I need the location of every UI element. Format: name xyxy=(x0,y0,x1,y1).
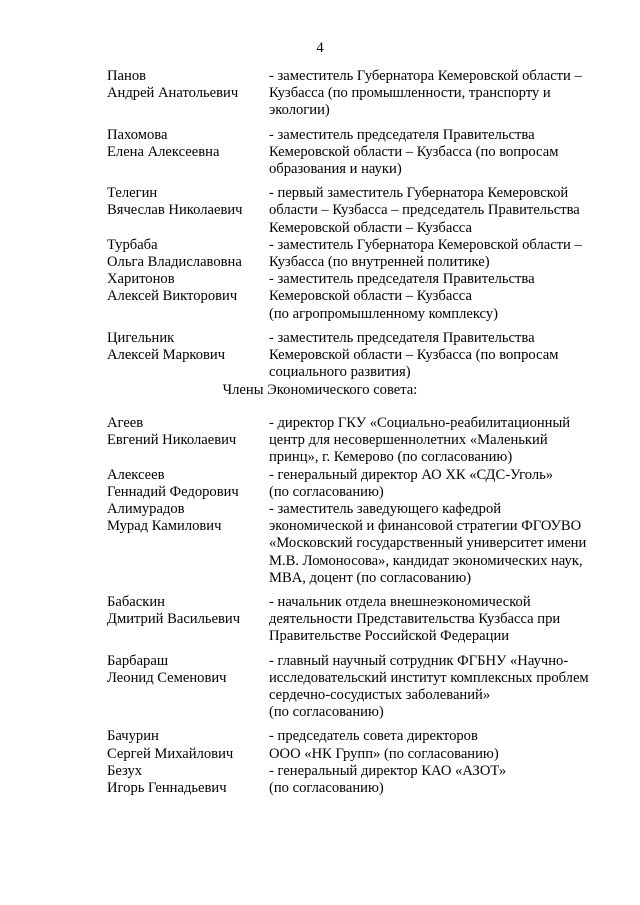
person-name-line: Харитонов xyxy=(107,271,175,288)
person-name-line: Дмитрий Васильевич xyxy=(107,611,241,628)
person-role-line: социального развития) xyxy=(269,364,411,381)
person-role-line: - заместитель заведующего кафедрой xyxy=(269,501,502,518)
person-name-line: Алимурадов xyxy=(107,501,185,518)
person-name-line: Геннадий Федорович xyxy=(107,483,239,500)
person-name-line: Вячеслав Николаевич xyxy=(107,202,243,219)
person-entry xyxy=(0,415,640,467)
members-list xyxy=(0,415,640,797)
person-entry xyxy=(0,185,640,237)
page-number: 4 xyxy=(316,40,324,56)
person-role-line: - председатель совета директоров xyxy=(269,728,478,745)
person-role-line: М.В. Ломоносова», кандидат экономических наук, xyxy=(269,552,583,569)
person-role xyxy=(269,467,619,501)
person-role-line: - заместитель председателя Правительства xyxy=(269,271,535,288)
person-entry xyxy=(0,127,640,179)
person-role-line: - заместитель председателя Правительства xyxy=(269,329,535,346)
person-role-line: - заместитель Губернатора Кемеровской области – xyxy=(269,68,582,84)
person-name-line: Андрей Анатольевич xyxy=(107,85,239,102)
person-role-line: образования и науки) xyxy=(269,161,402,178)
person-role xyxy=(269,127,619,179)
person-role xyxy=(269,594,619,646)
person-role-line: экономической и финансовой стратегии ФГОУВО xyxy=(269,518,582,535)
person-name-line: Бачурин xyxy=(107,728,159,745)
person-role xyxy=(269,763,619,797)
person-role-line: - заместитель Губернатора Кемеровской области – xyxy=(269,236,582,253)
person-role-line: области – Кузбасса – председатель Правительства xyxy=(269,202,580,219)
person-entry xyxy=(0,237,640,271)
person-name-line: Цигельник xyxy=(107,329,175,346)
person-role-line: - директор ГКУ «Социально-реабилитационный xyxy=(269,415,571,431)
person-role-line: ООО «НК Групп» (по согласованию) xyxy=(269,745,499,762)
person-name-line: Агеев xyxy=(107,415,144,431)
person-role-line: (по согласованию) xyxy=(269,780,384,797)
person-role xyxy=(269,653,619,722)
person-role xyxy=(269,330,619,382)
person-role-line: MBA, доцент (по согласованию) xyxy=(269,569,472,586)
person-name-line: Мурад Камилович xyxy=(107,518,222,535)
person-name xyxy=(107,594,269,646)
person-name-line: Елена Алексеевна xyxy=(107,143,220,160)
person-name xyxy=(107,763,269,797)
person-name-line: Безух xyxy=(107,762,143,779)
person-entry xyxy=(0,330,640,382)
person-role-line: Правительстве Российской Федерации xyxy=(269,628,510,645)
person-name-line: Алексей Маркович xyxy=(107,347,226,364)
person-role-line: исследовательский институт комплексных проблем xyxy=(269,669,589,686)
person-role-line: (по согласованию) xyxy=(269,483,384,500)
person-role-line: - начальник отдела внешнеэкономической xyxy=(269,594,531,611)
person-entry xyxy=(0,501,640,587)
leadership-list xyxy=(0,68,640,381)
person-entry xyxy=(0,68,640,120)
person-name-line: Игорь Геннадьевич xyxy=(107,780,227,797)
person-role xyxy=(269,271,619,323)
person-name xyxy=(107,237,269,271)
section-heading: Члены Экономического совета: xyxy=(222,382,418,398)
person-role-line: - генеральный директор КАО «АЗОТ» xyxy=(269,762,507,779)
person-entry xyxy=(0,594,640,646)
person-name xyxy=(107,330,269,382)
person-name xyxy=(107,728,269,762)
person-name xyxy=(107,127,269,179)
person-role-line: «Московский государственный университет имени xyxy=(269,535,587,552)
person-entry xyxy=(0,763,640,797)
person-name xyxy=(107,467,269,501)
person-role-line: принц», г. Кемерово (по согласованию) xyxy=(269,449,513,466)
person-role xyxy=(269,237,619,271)
person-role xyxy=(269,68,619,120)
person-role xyxy=(269,185,619,237)
person-role-line: экологии) xyxy=(269,102,330,119)
person-name-line: Евгений Николаевич xyxy=(107,432,237,449)
person-entry xyxy=(0,271,640,323)
person-role-line: - генеральный директор АО ХК «СДС-Уголь» xyxy=(269,466,554,483)
person-name-line: Телегин xyxy=(107,185,158,202)
person-role xyxy=(269,501,619,587)
person-name-line: Сергей Михайлович xyxy=(107,745,234,762)
person-name-line: Леонид Семенович xyxy=(107,669,227,686)
person-name xyxy=(107,185,269,237)
person-name xyxy=(107,415,269,467)
person-entry xyxy=(0,728,640,762)
person-role-line: Кузбасса (по внутренней политике) xyxy=(269,254,490,271)
person-name-line: Барбараш xyxy=(107,652,169,669)
person-role-line: - первый заместитель Губернатора Кемеровской xyxy=(269,185,569,202)
person-name xyxy=(107,68,269,120)
person-role-line: (по согласованию) xyxy=(269,704,384,721)
person-role-line: Кемеровской области – Кузбасса (по вопросам xyxy=(269,347,559,364)
person-name-line: Алексеев xyxy=(107,466,165,483)
person-entry xyxy=(0,467,640,501)
person-role-line: сердечно-сосудистых заболеваний» xyxy=(269,687,491,704)
person-name-line: Бабаскин xyxy=(107,594,165,611)
person-name-line: Турбаба xyxy=(107,236,158,253)
person-name xyxy=(107,653,269,722)
person-role-line: - заместитель председателя Правительства xyxy=(269,126,535,143)
person-role-line: Кемеровской области – Кузбасса xyxy=(269,288,472,305)
person-role-line: Кузбасса (по промышленности, транспорту и xyxy=(269,85,551,102)
person-role-line: центр для несовершеннолетних «Маленький xyxy=(269,432,548,449)
person-name-line: Панов xyxy=(107,68,147,84)
person-name xyxy=(107,501,269,587)
person-name xyxy=(107,271,269,323)
person-role-line: деятельности Представительства Кузбасса при xyxy=(269,611,561,628)
person-role xyxy=(269,415,619,467)
person-name-line: Пахомова xyxy=(107,126,168,143)
person-role-line: Кемеровской области – Кузбасса (по вопросам xyxy=(269,143,559,160)
person-role-line: Кемеровской области – Кузбасса xyxy=(269,219,472,236)
person-name-line: Ольга Владиславовна xyxy=(107,254,242,271)
person-role-line: (по агропромышленному комплексу) xyxy=(269,305,498,322)
person-role xyxy=(269,728,619,762)
person-name-line: Алексей Викторович xyxy=(107,288,238,305)
person-entry xyxy=(0,653,640,722)
person-role-line: - главный научный сотрудник ФГБНУ «Научно- xyxy=(269,652,569,669)
